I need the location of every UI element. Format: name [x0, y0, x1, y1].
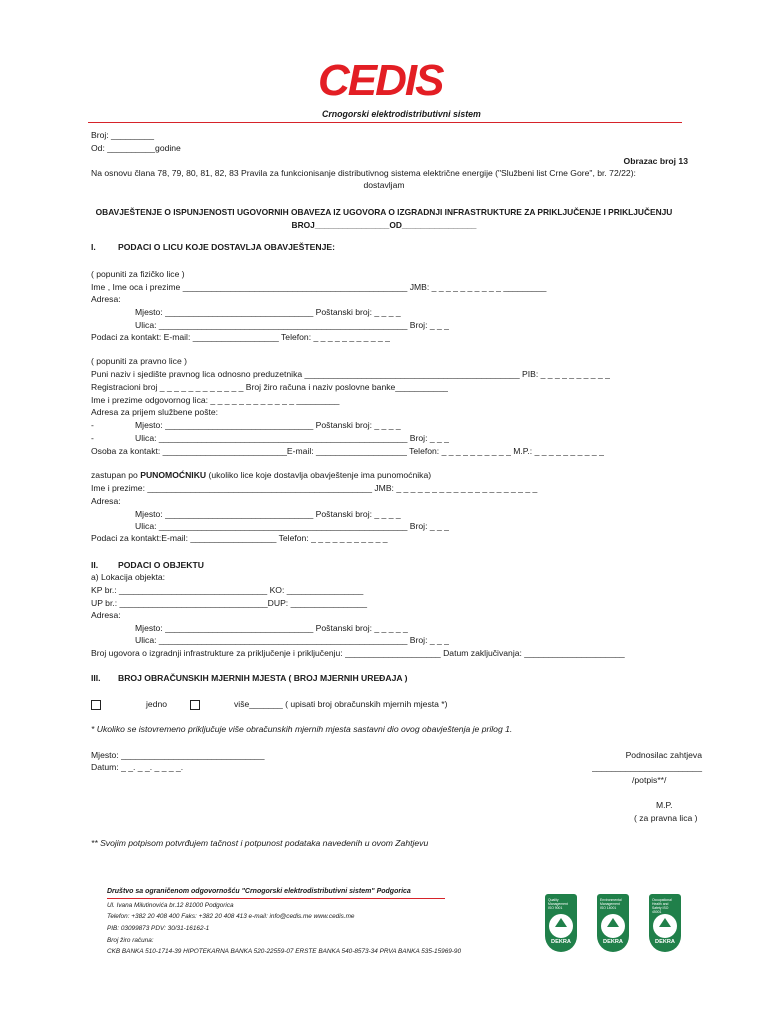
footer-divider — [107, 898, 445, 899]
badge-title: Occupational Health and Safety ISO 45001 — [652, 898, 672, 914]
checkbox-single[interactable] — [91, 699, 101, 710]
footer-address: Ul. Ivana Milutinovića br.12 81000 Podgorica — [107, 902, 234, 909]
legal-street-field[interactable]: Ulica: ____________________________________________________ Broj: _ _ _ — [135, 433, 449, 443]
section-2-number: II. — [91, 560, 99, 570]
signature-line[interactable]: _______________________ — [592, 762, 702, 772]
date-field[interactable]: Datum: _ _. _ _. _ _ _ _. — [91, 762, 184, 772]
badge-logo-icon — [555, 918, 567, 927]
section-1-heading: PODACI O LICU KOJE DOSTAVLJA OBAVJEŠTENJE: — [118, 242, 335, 252]
footer-account-label: Broj žiro računa: — [107, 937, 154, 944]
header-divider — [88, 122, 682, 123]
section-3-number: III. — [91, 673, 101, 683]
badge-label: DEKRA — [603, 939, 623, 945]
badge-title: Environmental Management ISO 14001 — [600, 898, 622, 910]
section-3-heading: BROJ OBRAČUNSKIH MJERNIH MJESTA ( BROJ MJERNIH UREĐAJA ) — [118, 673, 408, 683]
dekra-certification-badge — [597, 894, 629, 952]
option-multiple-label[interactable]: više_______ ( upisati broj obračunskih mjernih mjesta *) — [234, 699, 448, 709]
physical-address-label: Adresa: — [91, 294, 121, 304]
section-1-number: I. — [91, 242, 96, 252]
legal-name-field[interactable]: Puni naziv i sjedište pravnog lica odnosno preduzetnika _____________________________________________ PIB: _ _ _ _ _ _ _ _ _ _ — [91, 369, 610, 379]
proxy-intro-post: (ukoliko lice koje dostavlja obavještenje ima punomoćnika) — [206, 470, 432, 480]
proxy-city-field[interactable]: Mjesto: _______________________________ Poštanski broj: _ _ _ _ — [135, 509, 401, 519]
option-single-label: jedno — [146, 699, 168, 709]
badge-label: DEKRA — [655, 939, 675, 945]
proxy-intro — [91, 470, 431, 480]
signature-label: /potpis**/ — [632, 775, 667, 785]
footer-contacts: Telefon: +382 20 408 400 Faks: +382 20 408 413 e-mail: info@cedis.me www.cedis.me — [107, 913, 355, 920]
legal-contact-field[interactable]: Osoba za kontakt: __________________________E-mail: ___________________ Telefon: _ _ _ _ _ _ _ _ _ _ M.P.: _ _ _ _ _ _ _ _ _ _ — [91, 446, 604, 456]
badge-label: DEKRA — [551, 939, 571, 945]
document-title: OBAVJEŠTENJE O ISPUNJENOSTI UGOVORNIH OBAVEZA IZ UGOVORA O IZGRADNJI INFRASTRUKTURE ZA PRIKLJUČENJE I PRIKLJUČENJU — [95, 207, 673, 217]
physical-contact-field[interactable]: Podaci za kontakt: E-mail: __________________ Telefon: _ _ _ _ _ _ _ _ _ _ _ — [91, 332, 390, 342]
stamp-label: M.P. — [656, 800, 673, 810]
responsible-person-field[interactable]: Ime i prezime odgovornog lica: _ _ _ _ _ _ _ _ _ _ _ _ _________ — [91, 395, 340, 405]
contract-number-field[interactable]: Broj ugovora o izgradnji infrastrukture za priključenje i priključenju: ____________________ Datum zaključivanja: _____________________ — [91, 648, 625, 658]
submission-label: dostavljam — [363, 180, 405, 190]
list-dash: - — [91, 420, 94, 430]
badge-title: Quality Management ISO 9001 — [548, 898, 568, 910]
footer-company: Društvo sa ograničenom odgovornošću "Crnogorski elektrodistributivni sistem" Podgorica — [107, 888, 411, 895]
legal-person-hint: ( popuniti za pravno lice ) — [91, 356, 188, 366]
form-number: Obrazac broj 13 — [623, 156, 688, 166]
dekra-certification-badge — [545, 894, 577, 952]
physical-name-field[interactable]: Ime , Ime oca i prezime _______________________________________________ JMB: _ _ _ _ _ _ _ _ _ _ _________ — [91, 282, 547, 292]
proxy-contact-field[interactable]: Podaci za kontakt:E-mail: __________________ Telefon: _ _ _ _ _ _ _ _ _ _ _ — [91, 533, 388, 543]
section-3-note: * Ukoliko se istovremeno priključuje više obračunskih mjernih mjesta sastavni dio ovog obavještenja je prilog 1. — [91, 724, 513, 734]
proxy-intro-pre: zastupan po — [91, 470, 141, 480]
object-street-field[interactable]: Ulica: ____________________________________________________ Broj: _ _ _ — [135, 635, 449, 645]
list-dash: - — [91, 433, 94, 443]
applicant-label: Podnosilac zahtjeva — [625, 750, 702, 760]
dekra-certification-badge — [649, 894, 681, 952]
logo-subtitle: Crnogorski elektrodistributivni sistem — [322, 109, 481, 119]
physical-person-hint: ( popuniti za fizičko lice ) — [91, 269, 185, 279]
footer-pib: PIB: 03099873 PDV: 30/31-16162-1 — [107, 925, 210, 932]
document-date: Od: __________godine — [91, 143, 181, 153]
place-field[interactable]: Mjesto: ______________________________ — [91, 750, 265, 760]
legal-entities-label: ( za pravna lica ) — [634, 813, 698, 823]
proxy-street-field[interactable]: Ulica: ____________________________________________________ Broj: _ _ _ — [135, 521, 449, 531]
proxy-address-label: Adresa: — [91, 496, 121, 506]
legal-basis: Na osnovu člana 78, 79, 80, 81, 82, 83 Pravila za funkcionisanje distributivnog sistema električne energije ("Službeni list Crne Gore", br. 72/22): — [91, 168, 636, 178]
physical-street-field[interactable]: Ulica: ____________________________________________________ Broj: _ _ _ — [135, 320, 449, 330]
object-address-label: Adresa: — [91, 610, 121, 620]
physical-city-field[interactable]: Mjesto: _______________________________ Poštanski broj: _ _ _ _ — [135, 307, 401, 317]
location-label: a) Lokacija objekta: — [91, 572, 166, 582]
proxy-name-field[interactable]: Ime i prezime: _______________________________________________ JMB: _ _ _ _ _ _ _ _ _ _ _ _ _ _ _ _ _ _ _ _ — [91, 483, 538, 493]
signature-footnote: ** Svojim potpisom potvrđujem tačnost i potpunost podataka navedenih u ovom Zahtjevu — [91, 838, 429, 848]
object-city-field[interactable]: Mjesto: _______________________________ Poštanski broj: _ _ _ _ _ — [135, 623, 408, 633]
up-field[interactable]: UP br.: _______________________________DUP: ________________ — [91, 598, 368, 608]
checkbox-icon — [190, 700, 200, 710]
legal-city-field[interactable]: Mjesto: _______________________________ Poštanski broj: _ _ _ _ — [135, 420, 401, 430]
checkbox-icon — [91, 700, 101, 710]
mail-address-label: Adresa za prijem službene pošte: — [91, 407, 219, 417]
badge-logo-icon — [607, 918, 619, 927]
checkbox-multiple[interactable] — [190, 699, 200, 710]
kp-field[interactable]: KP br.: _______________________________ KO: ________________ — [91, 585, 364, 595]
document-title-number: BROJ________________OD________________ — [291, 220, 477, 230]
registration-field[interactable]: Registracioni broj _ _ _ _ _ _ _ _ _ _ _ _ Broj žiro računa i naziv poslovne banke___________ — [91, 382, 448, 392]
section-2-heading: PODACI O OBJEKTU — [118, 560, 204, 570]
footer-banks: CKB BANKA 510-1714-39 HIPOTEKARNA BANKA 520-22559-07 ERSTE BANKA 540-8573-34 PRVA BANKA 535-15969-90 — [107, 948, 462, 955]
proxy-intro-bold: PUNOMOĆNIKU — [140, 470, 207, 480]
document-number: Broj: _________ — [91, 130, 155, 140]
logo-wordmark: CEDIS — [318, 56, 443, 105]
badge-logo-icon — [659, 918, 671, 927]
